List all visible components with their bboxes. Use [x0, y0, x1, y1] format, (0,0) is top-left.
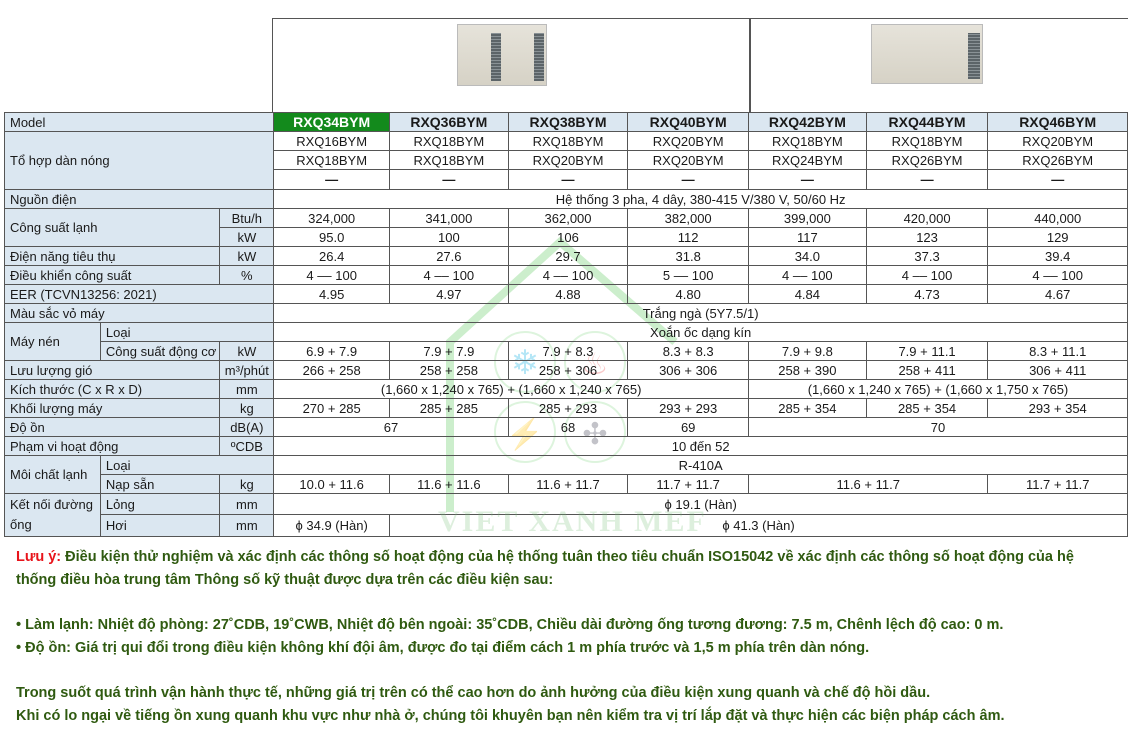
- cell: 70: [749, 418, 1128, 437]
- cell: 341,000: [390, 209, 509, 228]
- label-combo: Tổ hợp dàn nóng: [5, 132, 274, 190]
- label-compressor-type: Loại: [100, 323, 273, 342]
- label-noise: Độ ồn: [5, 418, 220, 437]
- model-header[interactable]: RXQ44BYM: [866, 113, 988, 132]
- model-header[interactable]: RXQ40BYM: [628, 113, 749, 132]
- row-charge: [5, 475, 1128, 494]
- cell: RXQ24BYM: [749, 151, 867, 170]
- cell: —: [508, 170, 628, 190]
- label-charge: Nạp sẵn: [100, 475, 219, 494]
- unit: m³/phút: [220, 361, 274, 380]
- cell: —: [866, 170, 988, 190]
- cell: 106: [508, 228, 628, 247]
- cell: RXQ18BYM: [274, 151, 390, 170]
- cell: 31.8: [628, 247, 749, 266]
- cell: 4.73: [866, 285, 988, 304]
- cell: 10.0 + 11.6: [274, 475, 390, 494]
- cell: —: [749, 170, 867, 190]
- label-cooling: Công suất lạnh: [5, 209, 220, 247]
- cell: 123: [866, 228, 988, 247]
- cell: 5 –– 100: [628, 266, 749, 285]
- cell: 6.9 + 7.9: [274, 342, 390, 361]
- note-operation: Trong suốt quá trình vận hành thực tế, những giá trị trên có thể cao hơn do ảnh hưởng của điều kiện xung quanh và chế độ hồi dầu.: [16, 685, 931, 701]
- row-airflow: [5, 361, 1128, 380]
- cell: 26.4: [274, 247, 390, 266]
- cell: 362,000: [508, 209, 628, 228]
- label-pipe: Kết nối đường ống: [5, 494, 101, 537]
- product-image-row: [272, 18, 1128, 112]
- cell: RXQ20BYM: [628, 151, 749, 170]
- cell: 8.3 + 11.1: [988, 342, 1128, 361]
- cell: 4.88: [508, 285, 628, 304]
- unit: kW: [220, 342, 274, 361]
- cell: —: [274, 170, 390, 190]
- label-control: Điều khiển công suất: [5, 266, 220, 285]
- cell: 285 + 354: [866, 399, 988, 418]
- unit: mm: [220, 515, 274, 537]
- label-color: Màu sắc vỏ máy: [5, 304, 274, 323]
- cell: 4.67: [988, 285, 1128, 304]
- cell: 11.6 + 11.7: [508, 475, 628, 494]
- model-header-selected[interactable]: RXQ34BYM: [274, 113, 390, 132]
- cell: 258 + 390: [749, 361, 867, 380]
- row-range: [5, 437, 1128, 456]
- row-control: [5, 266, 1128, 285]
- cell: 258 + 306: [508, 361, 628, 380]
- outdoor-unit-image-small: [457, 24, 547, 86]
- cell: R-410A: [274, 456, 1128, 475]
- row-combo-1: [5, 132, 1128, 151]
- row-refrigerant-type: [5, 456, 1128, 475]
- label-refrigerant-type: Loại: [100, 456, 273, 475]
- svg-text:❄: ❄: [510, 344, 540, 382]
- cell: 4 –– 100: [390, 266, 509, 285]
- cell: 11.7 + 11.7: [988, 475, 1128, 494]
- cell: 293 + 293: [628, 399, 749, 418]
- label-eer: EER (TCVN13256: 2021): [5, 285, 274, 304]
- cell: 129: [988, 228, 1128, 247]
- model-header[interactable]: RXQ38BYM: [508, 113, 628, 132]
- cell: 4 –– 100: [866, 266, 988, 285]
- cell: 306 + 411: [988, 361, 1128, 380]
- cell: —: [390, 170, 509, 190]
- cell: 285 + 293: [508, 399, 628, 418]
- cell: 285 + 285: [390, 399, 509, 418]
- row-power: [5, 190, 1128, 209]
- cell: 266 + 258: [274, 361, 390, 380]
- cell: 440,000: [988, 209, 1128, 228]
- cell: 4.95: [274, 285, 390, 304]
- row-compressor-type: [5, 323, 1128, 342]
- row-gas: [5, 515, 1128, 537]
- svg-text:♨: ♨: [581, 348, 609, 381]
- model-header[interactable]: RXQ36BYM: [390, 113, 509, 132]
- cell: 4.84: [749, 285, 867, 304]
- cell: 4 –– 100: [274, 266, 390, 285]
- cell: 67: [274, 418, 508, 437]
- cell: 112: [628, 228, 749, 247]
- cell: ϕ 19.1 (Hàn): [274, 494, 1128, 515]
- cell: 4 –– 100: [988, 266, 1128, 285]
- cell: —: [628, 170, 749, 190]
- cell: 37.3: [866, 247, 988, 266]
- cell: 11.7 + 11.7: [628, 475, 749, 494]
- label-gas: Hơi: [100, 515, 219, 537]
- unit: kg: [220, 399, 274, 418]
- cell: 258 + 258: [390, 361, 509, 380]
- bullet-noise: • Độ ồn: Giá trị qui đổi trong điều kiện không khí đội âm, được đo tại điểm cách 1 m phía trước và 1,5 m phía trên dàn nóng.: [16, 640, 870, 656]
- svg-text:✣: ✣: [582, 418, 608, 451]
- watermark-text: VIET XANH MEF: [438, 505, 707, 538]
- cell: 34.0: [749, 247, 867, 266]
- label-refrigerant: Môi chất lạnh: [5, 456, 101, 494]
- spec-table: [4, 112, 1128, 537]
- cell: RXQ18BYM: [390, 132, 509, 151]
- label-compressor: Máy nén: [5, 323, 101, 361]
- cell: 7.9 + 8.3: [508, 342, 628, 361]
- cell: 4 –– 100: [749, 266, 867, 285]
- cell: 306 + 306: [628, 361, 749, 380]
- cell: 399,000: [749, 209, 867, 228]
- cell: 69: [628, 418, 749, 437]
- cell: 420,000: [866, 209, 988, 228]
- notes-section: [16, 546, 1116, 728]
- row-model: [5, 113, 1128, 132]
- row-color: [5, 304, 1128, 323]
- cell: 39.4: [988, 247, 1128, 266]
- image-divider: [749, 19, 751, 113]
- cell: 95.0: [274, 228, 390, 247]
- cell: 100: [390, 228, 509, 247]
- cell: RXQ26BYM: [988, 151, 1128, 170]
- label-model: Model: [5, 113, 274, 132]
- unit: mm: [220, 494, 274, 515]
- unit: kg: [220, 475, 274, 494]
- unit: %: [220, 266, 274, 285]
- cell: RXQ20BYM: [628, 132, 749, 151]
- row-eer: [5, 285, 1128, 304]
- cell: 11.6 + 11.7: [749, 475, 988, 494]
- cell: RXQ26BYM: [866, 151, 988, 170]
- cell: Trắng ngà (5Y7.5/1): [274, 304, 1128, 323]
- label-motor: Công suất động cơ: [100, 342, 219, 361]
- cell: 382,000: [628, 209, 749, 228]
- cell: 270 + 285: [274, 399, 390, 418]
- row-weight: [5, 399, 1128, 418]
- cell: (1,660 x 1,240 x 765) + (1,660 x 1,750 x 765): [749, 380, 1128, 399]
- row-noise: [5, 418, 1128, 437]
- unit: mm: [220, 380, 274, 399]
- label-consumption: Điện năng tiêu thụ: [5, 247, 220, 266]
- cell: 27.6: [390, 247, 509, 266]
- cell: 7.9 + 11.1: [866, 342, 988, 361]
- cell: 293 + 354: [988, 399, 1128, 418]
- cell: Xoắn ốc dạng kín: [274, 323, 1128, 342]
- cell: 258 + 411: [866, 361, 988, 380]
- cell: 10 đến 52: [274, 437, 1128, 456]
- cell: 324,000: [274, 209, 390, 228]
- cell: —: [988, 170, 1128, 190]
- cell: 285 + 354: [749, 399, 867, 418]
- label-airflow: Lưu lượng gió: [5, 361, 220, 380]
- cell: 4.80: [628, 285, 749, 304]
- cell: 11.6 + 11.6: [390, 475, 509, 494]
- outdoor-unit-image-large: [871, 24, 983, 84]
- cell: RXQ16BYM: [274, 132, 390, 151]
- unit: dB(A): [220, 418, 274, 437]
- label-power: Nguồn điện: [5, 190, 274, 209]
- model-header[interactable]: RXQ42BYM: [749, 113, 867, 132]
- row-cooling-btu: [5, 209, 1128, 228]
- cell: 7.9 + 9.8: [749, 342, 867, 361]
- label-range: Phạm vi hoạt động: [5, 437, 220, 456]
- note-soundproof: Khi có lo ngại về tiếng ồn xung quanh khu vực như nhà ở, chúng tôi khuyên bạn nên kiểm tra vị trí lắp đặt và thực hiện các biện pháp cách âm.: [16, 708, 1005, 724]
- cell: RXQ18BYM: [390, 151, 509, 170]
- cell: RXQ20BYM: [508, 151, 628, 170]
- label-liquid: Lỏng: [100, 494, 219, 515]
- row-consumption: [5, 247, 1128, 266]
- model-header[interactable]: RXQ46BYM: [988, 113, 1128, 132]
- unit: kW: [220, 228, 274, 247]
- row-liquid: [5, 494, 1128, 515]
- cell: ϕ 34.9 (Hàn): [274, 515, 390, 537]
- cell: 68: [508, 418, 628, 437]
- cell: 4 –– 100: [508, 266, 628, 285]
- cell: (1,660 x 1,240 x 765) + (1,660 x 1,240 x 765): [274, 380, 749, 399]
- label-dimension: Kích thước (C x R x D): [5, 380, 220, 399]
- note-text: Điều kiện thử nghiệm và xác định các thông số hoạt động của hệ thống tuân theo tiêu chuẩn ISO15042 về xác định các thông số hoạt động của hệ thống điều hòa trung tâm Thông số kỹ thuật được dựa trên các điều kiện sau:: [16, 549, 1074, 588]
- cell: 117: [749, 228, 867, 247]
- cell: Hệ thống 3 pha, 4 dây, 380-415 V/380 V, 50/60 Hz: [274, 190, 1128, 209]
- label-weight: Khối lượng máy: [5, 399, 220, 418]
- unit: ºCDB: [220, 437, 274, 456]
- cell: RXQ18BYM: [749, 132, 867, 151]
- unit: kW: [220, 247, 274, 266]
- cell: RXQ18BYM: [866, 132, 988, 151]
- cell: RXQ20BYM: [988, 132, 1128, 151]
- cell: RXQ18BYM: [508, 132, 628, 151]
- cell: 4.97: [390, 285, 509, 304]
- note-paragraph: [16, 546, 1116, 592]
- cell: ϕ 41.3 (Hàn): [390, 515, 1128, 537]
- row-dimension: [5, 380, 1128, 399]
- cell: 8.3 + 8.3: [628, 342, 749, 361]
- svg-text:⚡: ⚡: [506, 418, 544, 451]
- cell: 7.9 + 7.9: [390, 342, 509, 361]
- cell: 29.7: [508, 247, 628, 266]
- note-prefix: Lưu ý:: [16, 549, 62, 565]
- bullet-cooling: • Làm lạnh: Nhiệt độ phòng: 27˚CDB, 19˚CWB, Nhiệt độ bên ngoài: 35˚CDB, Chiều dài đường ống tương đương: 7.5 m, Chênh lệch độ cao: 0 m.: [16, 617, 1004, 633]
- row-motor: [5, 342, 1128, 361]
- unit: Btu/h: [220, 209, 274, 228]
